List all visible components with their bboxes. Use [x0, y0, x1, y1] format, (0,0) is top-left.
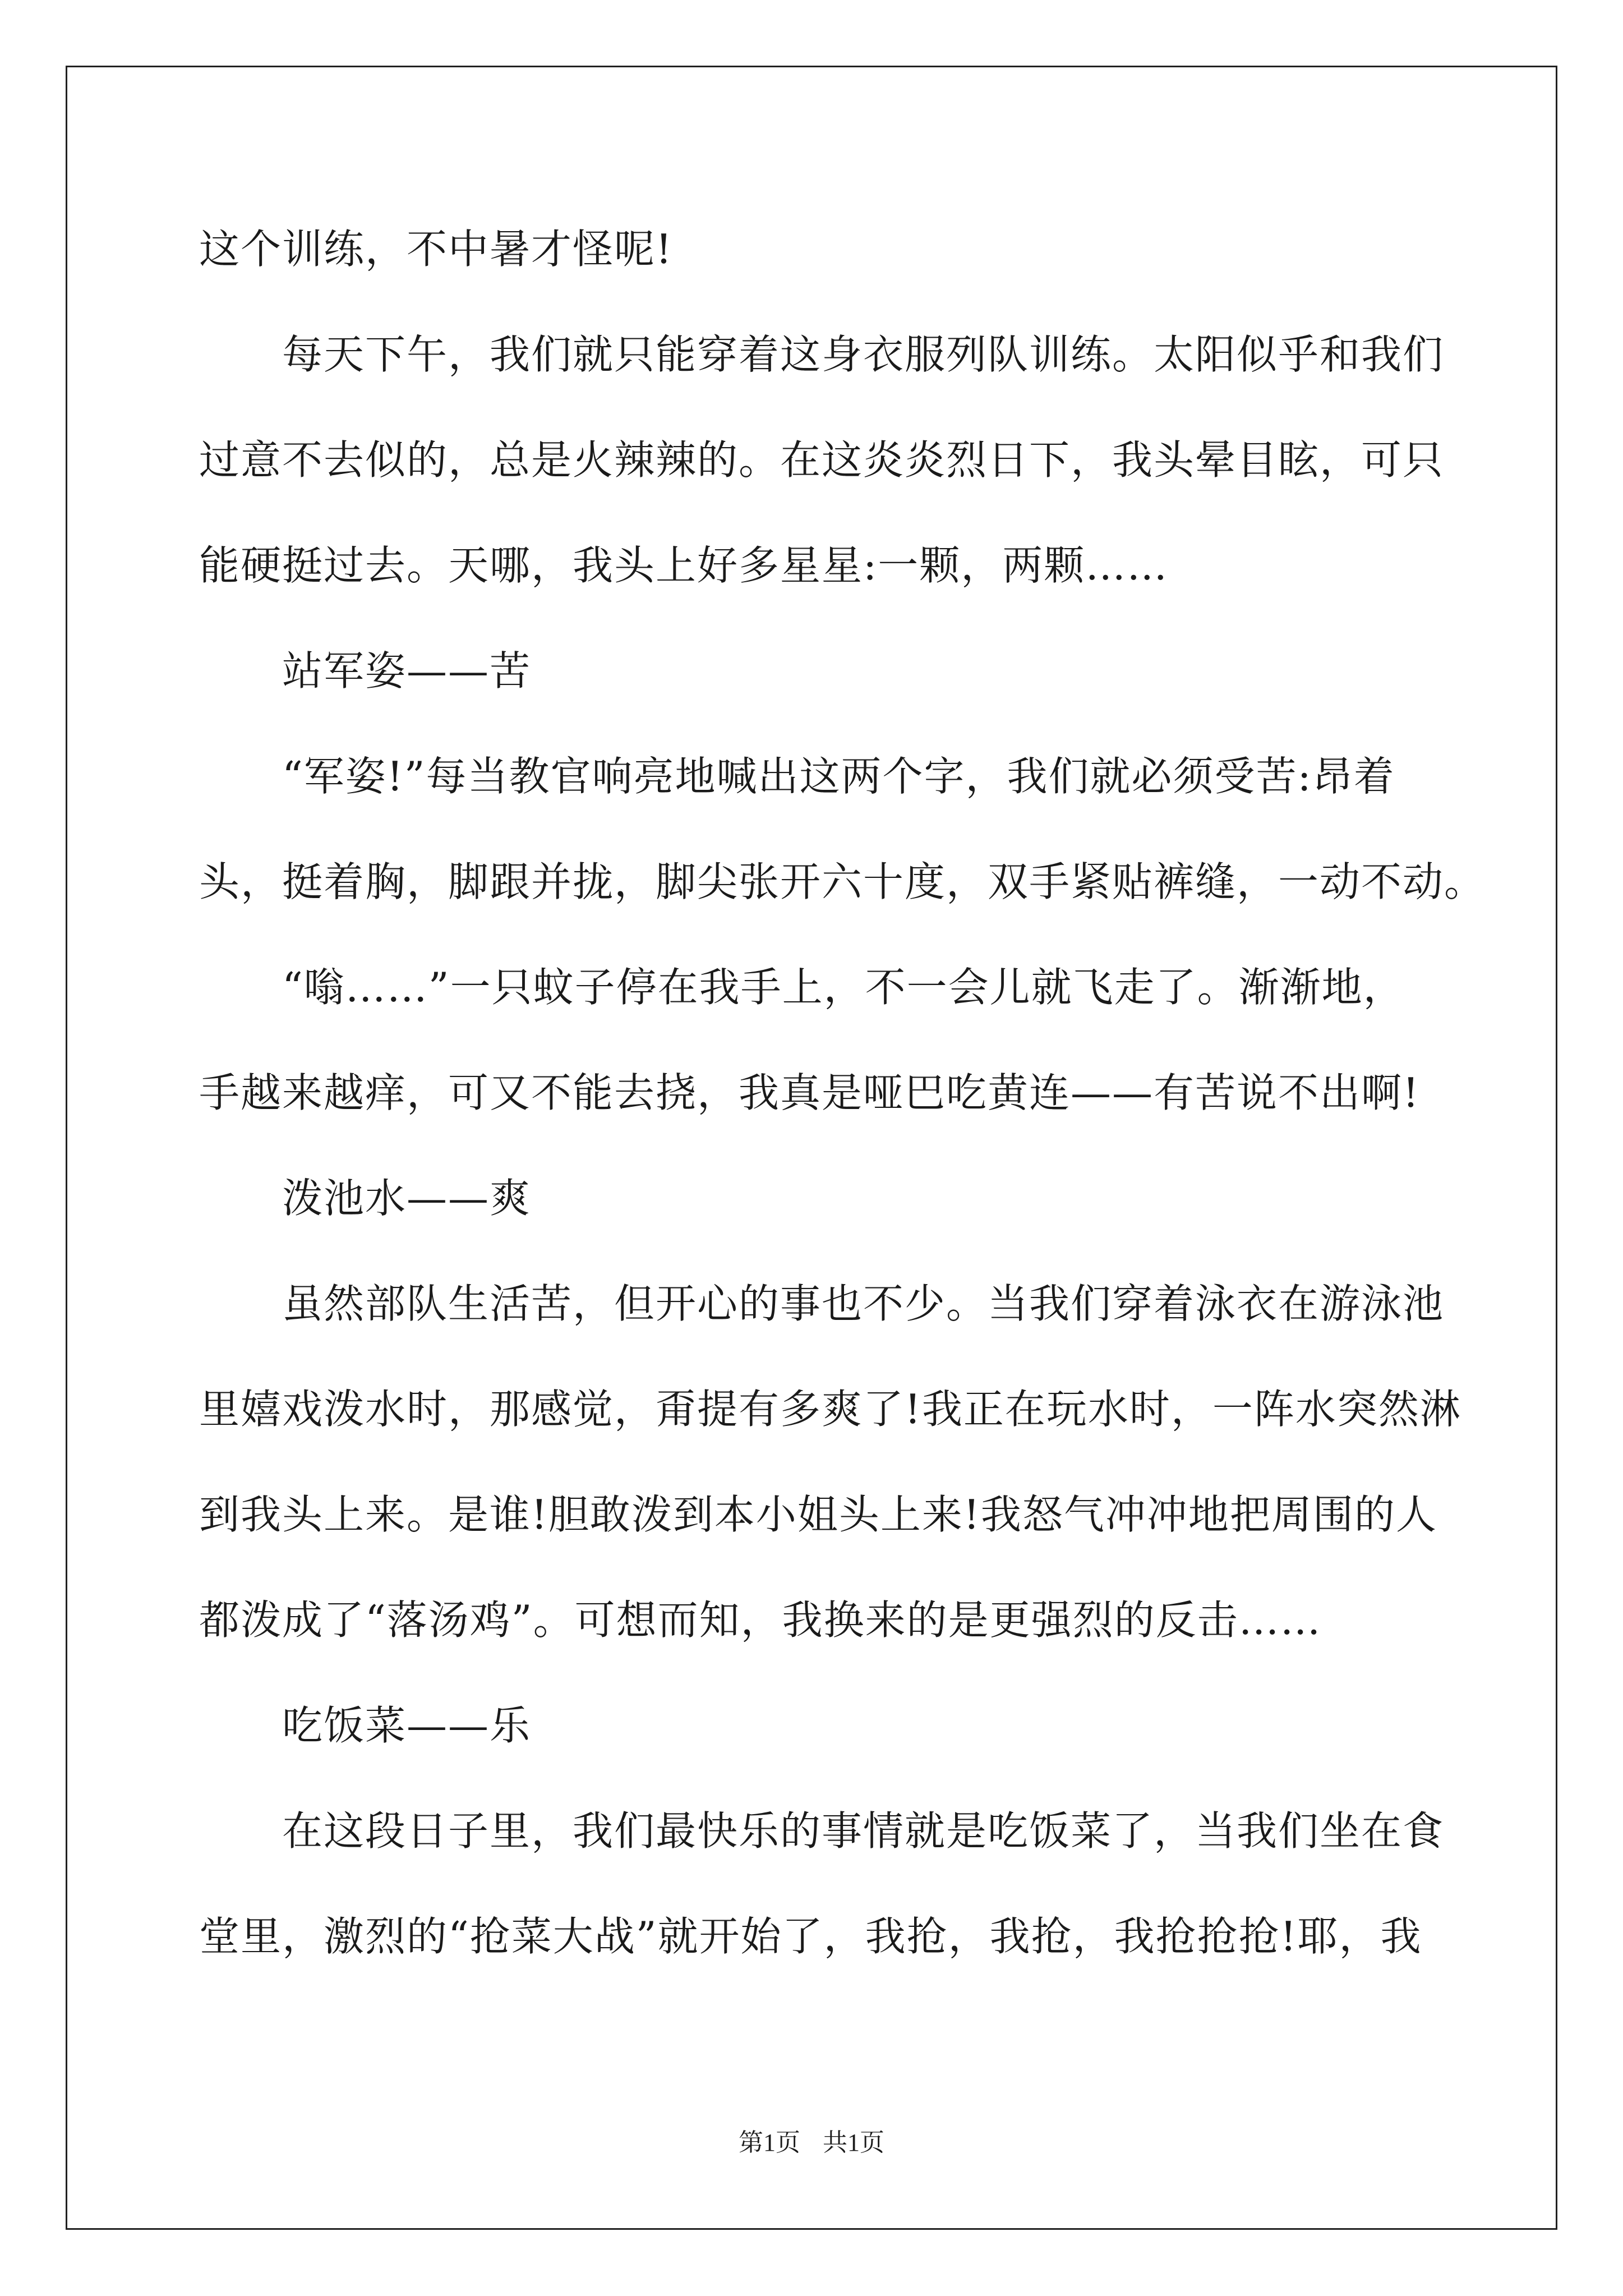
text-line: 都泼成了“落汤鸡”。可想而知，我换来的是更强烈的反击……	[199, 1596, 1322, 1644]
text-line: 到我头上来。是谁!胆敢泼到本小姐头上来!我怒气冲冲地把周围的人	[199, 1491, 1437, 1538]
section-heading: 站军姿——苦	[282, 647, 532, 694]
section-heading: 吃饭菜——乐	[282, 1702, 532, 1749]
text-line: “军姿!”每当教官响亮地喊出这两个字，我们就必须受苦:昂着	[282, 753, 1395, 800]
page-number-total: 共1页	[823, 2129, 884, 2156]
page-footer	[0, 2126, 1623, 2160]
text-line: 里嬉戏泼水时，那感觉，甭提有多爽了!我正在玩水时，一阵水突然淋	[199, 1386, 1461, 1433]
text-line: 在这段日子里，我们最快乐的事情就是吃饭菜了，当我们坐在食	[282, 1807, 1445, 1855]
text-line: 头，挺着胸，脚跟并拢，脚尖张开六十度，双手紧贴裤缝，一动不动。	[199, 858, 1486, 905]
text-line: “嗡……”一只蚊子停在我手上，不一会儿就飞走了。渐渐地，	[282, 964, 1405, 1011]
text-line: 这个训练，不中暑才怪呢!	[199, 226, 673, 273]
text-line: 过意不去似的，总是火辣辣的。在这炎炎烈日下，我头晕目眩，可只	[199, 436, 1445, 484]
text-line: 手越来越痒，可又不能去挠，我真是哑巴吃黄连——有苦说不出啊!	[199, 1069, 1420, 1116]
text-line: 堂里，激烈的“抢菜大战”就开始了，我抢，我抢，我抢抢抢!耶，我	[199, 1913, 1422, 1960]
text-line: 每天下午，我们就只能穿着这身衣服列队训练。太阳似乎和我们	[282, 331, 1445, 378]
text-line: 能硬挺过去。天哪，我头上好多星星:一颗，两颗……	[199, 542, 1169, 589]
section-heading: 泼池水——爽	[282, 1175, 532, 1222]
page-number-current: 第1页	[739, 2129, 800, 2156]
text-line: 虽然部队生活苦，但开心的事也不少。当我们穿着泳衣在游泳池	[282, 1280, 1445, 1327]
